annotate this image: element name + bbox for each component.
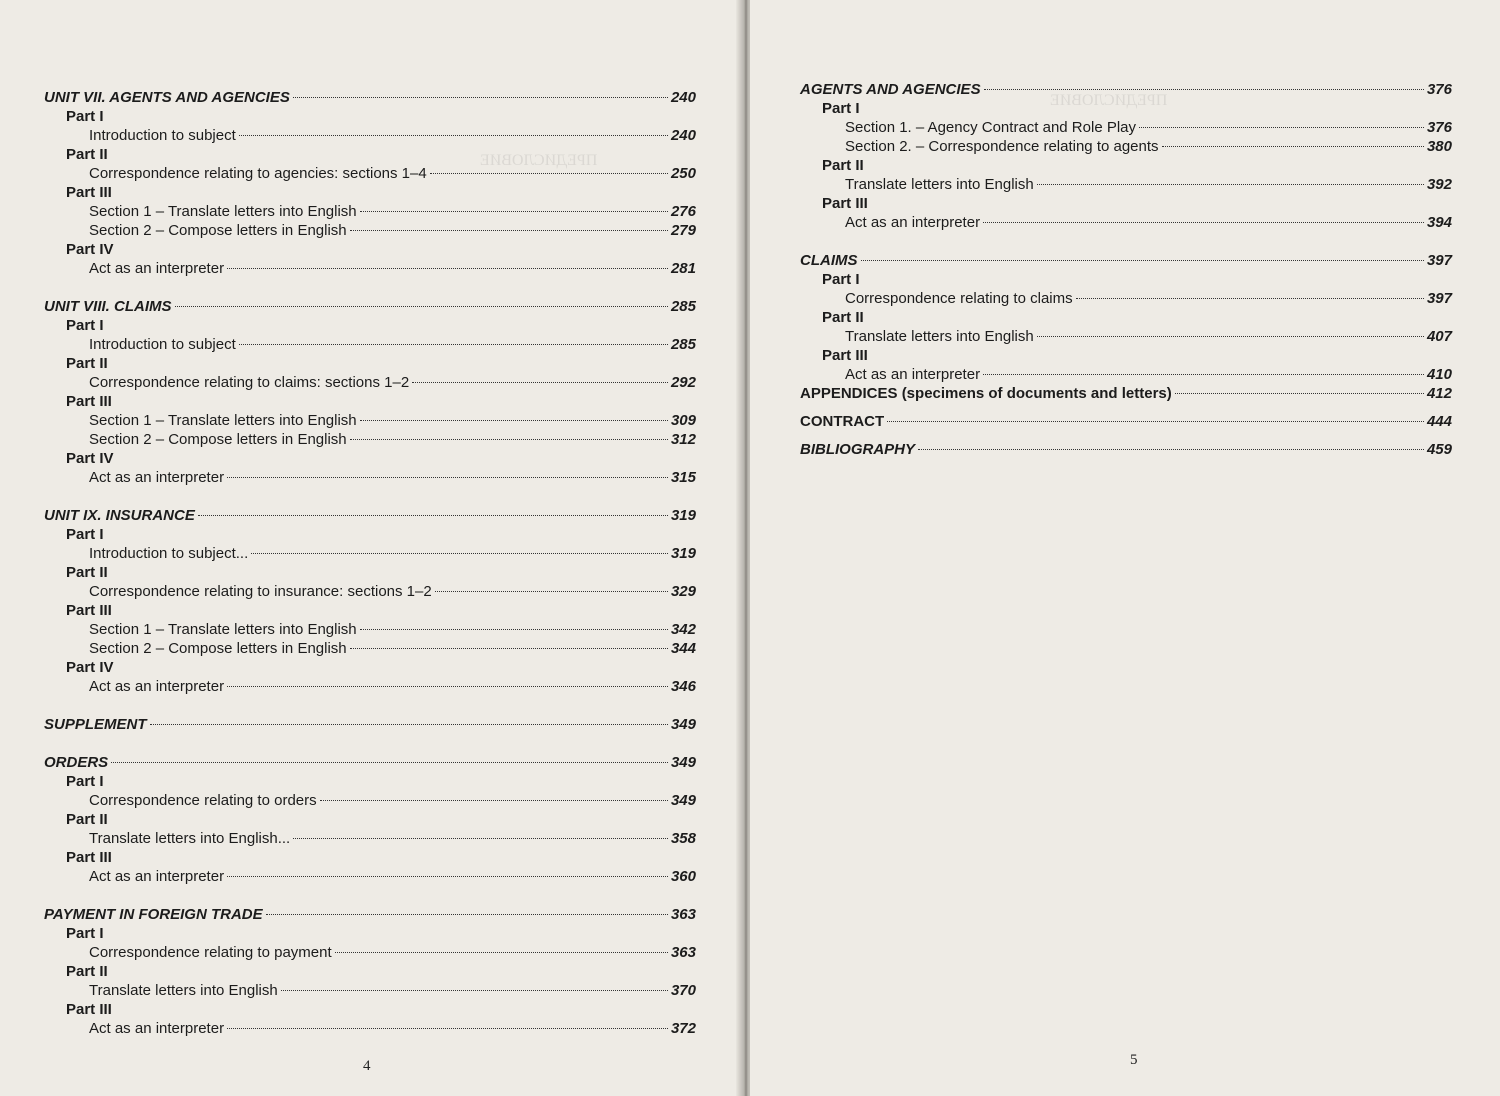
toc-unit-row [44, 297, 696, 316]
toc-entry-row [44, 544, 696, 563]
dot-leader [350, 648, 668, 649]
dot-leader [350, 230, 668, 231]
toc-part-title: Part I [66, 773, 104, 790]
dot-leader [887, 421, 1424, 422]
toc-unit-row [800, 440, 1452, 459]
dot-leader [360, 629, 668, 630]
toc-entry-row [44, 791, 696, 810]
dot-leader [435, 591, 668, 592]
dot-leader [1076, 298, 1424, 299]
toc-page-number: 276 [670, 203, 696, 220]
toc-part-row [44, 848, 696, 867]
dot-leader [239, 135, 668, 136]
dot-leader [412, 382, 668, 383]
toc-part-row [44, 810, 696, 829]
toc-entry-title: Correspondence relating to orders [89, 792, 317, 809]
toc-part-title: Part I [66, 925, 104, 942]
toc-page-number: 444 [1426, 413, 1452, 430]
toc-entry-row [800, 175, 1452, 194]
toc-page-number: 349 [670, 792, 696, 809]
toc-entry-row [800, 327, 1452, 346]
toc-part-title: Part I [66, 526, 104, 543]
toc-part-row [44, 145, 696, 164]
toc-entry-row [44, 1019, 696, 1038]
toc-spacer [44, 696, 696, 715]
toc-page-number: 346 [670, 678, 696, 695]
toc-entry-row [800, 365, 1452, 384]
toc-unit-title: CLAIMS [800, 252, 858, 269]
dot-leader [227, 876, 668, 877]
toc-entry-row [44, 164, 696, 183]
toc-page-number: 281 [670, 260, 696, 277]
dot-leader [1139, 127, 1424, 128]
toc-page-number: 397 [1426, 290, 1452, 307]
toc-entry-row [44, 221, 696, 240]
dot-leader [266, 914, 668, 915]
dot-leader [281, 990, 668, 991]
toc-plain-title: CONTRACT [800, 413, 885, 430]
toc-page-number: 250 [670, 165, 696, 182]
toc-unit-row [44, 506, 696, 525]
toc-unit-row [800, 80, 1452, 99]
toc-page-number: 279 [670, 222, 696, 239]
toc-plain-title: APPENDICES (specimens of documents and letters) [800, 385, 1172, 402]
toc-part-row [44, 772, 696, 791]
toc-part-title: Part I [822, 100, 860, 117]
toc-page-number: 319 [670, 545, 696, 562]
toc-unit-row [44, 905, 696, 924]
toc-entry-title: Translate letters into English... [89, 830, 291, 847]
toc-page-number: 292 [670, 374, 696, 391]
toc-part-title: Part II [822, 157, 864, 174]
toc-part-row [800, 346, 1452, 365]
page-number: 5 [1130, 1052, 1138, 1068]
toc-unit-title: AGENTS AND AGENCIES [800, 81, 981, 98]
right-page [750, 0, 1500, 1096]
toc-entry-row [800, 118, 1452, 137]
toc-entry-row [44, 620, 696, 639]
toc-part-title: Part III [66, 393, 112, 410]
toc-part-title: Part III [66, 184, 112, 201]
dot-leader [983, 222, 1424, 223]
toc-entry-title: Section 1 – Translate letters into English [89, 203, 357, 220]
toc-entry-row [44, 867, 696, 886]
toc-entry-title: Correspondence relating to claims: sections 1–2 [89, 374, 410, 391]
toc-part-row [44, 354, 696, 373]
toc-page-number: 285 [670, 298, 696, 315]
dot-leader [335, 952, 668, 953]
toc-entry-row [44, 677, 696, 696]
table-of-contents-left [44, 88, 696, 1038]
toc-part-row [800, 99, 1452, 118]
toc-part-row [44, 658, 696, 677]
left-page [0, 0, 742, 1096]
dot-leader [861, 260, 1424, 261]
toc-part-row [44, 316, 696, 335]
toc-page-number: 342 [670, 621, 696, 638]
toc-part-title: Part III [822, 347, 868, 364]
bleed-through-text: ПРЕДИСЛОВИЕ [480, 152, 598, 169]
dot-leader [293, 97, 668, 98]
toc-entry-title: Section 1 – Translate letters into English [89, 621, 357, 638]
dot-leader [1037, 336, 1424, 337]
toc-entry-row [44, 468, 696, 487]
toc-entry-row [800, 213, 1452, 232]
toc-entry-title: Introduction to subject... [89, 545, 249, 562]
toc-part-title: Part III [66, 1001, 112, 1018]
toc-entry-row [44, 430, 696, 449]
toc-entry-row [44, 943, 696, 962]
toc-part-title: Part IV [66, 241, 114, 258]
toc-part-title: Part IV [66, 659, 114, 676]
toc-page-number: 319 [670, 507, 696, 524]
toc-entry-title: Correspondence relating to payment [89, 944, 332, 961]
toc-entry-title: Section 1 – Translate letters into English [89, 412, 357, 429]
toc-part-title: Part II [66, 146, 108, 163]
toc-spacer [44, 734, 696, 753]
toc-page-number: 349 [670, 716, 696, 733]
dot-leader [984, 89, 1424, 90]
toc-page-number: 376 [1426, 119, 1452, 136]
toc-part-row [800, 194, 1452, 213]
dot-leader [1037, 184, 1424, 185]
toc-spacer [800, 232, 1452, 251]
toc-entry-row [44, 411, 696, 430]
toc-page-number: 312 [670, 431, 696, 448]
toc-part-title: Part IV [66, 450, 114, 467]
toc-page-number: 380 [1426, 138, 1452, 155]
toc-spacer [44, 886, 696, 905]
toc-page-number: 397 [1426, 252, 1452, 269]
toc-entry-row [44, 373, 696, 392]
toc-entry-title: Act as an interpreter [845, 366, 981, 383]
toc-entry-row [44, 582, 696, 601]
page-number: 4 [363, 1058, 371, 1074]
toc-entry-row [44, 829, 696, 848]
toc-entry-title: Act as an interpreter [89, 469, 225, 486]
toc-entry-title: Act as an interpreter [89, 260, 225, 277]
toc-part-title: Part III [66, 602, 112, 619]
dot-leader [320, 800, 668, 801]
toc-part-title: Part I [66, 108, 104, 125]
toc-unit-title: ORDERS [44, 754, 109, 771]
toc-plain-row [800, 384, 1452, 403]
toc-page-number: 372 [670, 1020, 696, 1037]
toc-spacer [800, 403, 1452, 412]
toc-part-title: Part II [822, 309, 864, 326]
toc-unit-row [44, 88, 696, 107]
dot-leader [175, 306, 668, 307]
dot-leader [1162, 146, 1424, 147]
toc-page-number: 407 [1426, 328, 1452, 345]
toc-part-title: Part II [66, 355, 108, 372]
toc-part-row [44, 449, 696, 468]
dot-leader [360, 420, 668, 421]
toc-unit-title: UNIT VIII. CLAIMS [44, 298, 172, 315]
toc-spacer [44, 487, 696, 506]
toc-page-number: 240 [670, 89, 696, 106]
toc-unit-title: UNIT IX. INSURANCE [44, 507, 195, 524]
dot-leader [983, 374, 1424, 375]
toc-unit-title: SUPPLEMENT [44, 716, 147, 733]
toc-part-row [44, 392, 696, 411]
dot-leader [251, 553, 668, 554]
toc-page-number: 285 [670, 336, 696, 353]
toc-entry-row [800, 289, 1452, 308]
dot-leader [227, 686, 668, 687]
toc-page-number: 309 [670, 412, 696, 429]
table-of-contents-right [800, 80, 1452, 459]
toc-page-number: 394 [1426, 214, 1452, 231]
toc-unit-row [44, 753, 696, 772]
toc-entry-title: Introduction to subject [89, 336, 236, 353]
toc-page-number: 344 [670, 640, 696, 657]
toc-part-row [44, 924, 696, 943]
toc-entry-title: Section 2 – Compose letters in English [89, 640, 347, 657]
toc-entry-title: Translate letters into English [845, 328, 1034, 345]
dot-leader [918, 449, 1424, 450]
toc-part-row [44, 107, 696, 126]
toc-plain-row [800, 412, 1452, 431]
bleed-through-text: ПРЕДИСЛОВИЕ [1050, 92, 1168, 109]
toc-entry-row [800, 137, 1452, 156]
toc-page-number: 370 [670, 982, 696, 999]
toc-part-title: Part I [822, 271, 860, 288]
toc-entry-title: Section 2. – Correspondence relating to agents [845, 138, 1159, 155]
toc-spacer [800, 431, 1452, 440]
toc-unit-title: BIBLIOGRAPHY [800, 441, 916, 458]
toc-entry-title: Introduction to subject [89, 127, 236, 144]
toc-spacer [44, 278, 696, 297]
toc-part-row [44, 962, 696, 981]
toc-page-number: 349 [670, 754, 696, 771]
toc-page-number: 412 [1426, 385, 1452, 402]
dot-leader [1175, 393, 1424, 394]
dot-leader [198, 515, 668, 516]
toc-part-title: Part II [66, 811, 108, 828]
dot-leader [293, 838, 668, 839]
toc-entry-row [44, 639, 696, 658]
dot-leader [239, 344, 668, 345]
toc-part-row [44, 601, 696, 620]
toc-unit-row [800, 251, 1452, 270]
toc-part-row [44, 1000, 696, 1019]
toc-unit-row [44, 715, 696, 734]
toc-page-number: 315 [670, 469, 696, 486]
toc-part-title: Part III [822, 195, 868, 212]
toc-entry-row [44, 259, 696, 278]
dot-leader [227, 268, 668, 269]
toc-entry-title: Act as an interpreter [89, 1020, 225, 1037]
toc-entry-title: Section 2 – Compose letters in English [89, 431, 347, 448]
toc-unit-title: PAYMENT IN FOREIGN TRADE [44, 906, 263, 923]
toc-part-title: Part III [66, 849, 112, 866]
toc-part-row [44, 563, 696, 582]
toc-entry-title: Act as an interpreter [89, 678, 225, 695]
toc-page-number: 358 [670, 830, 696, 847]
toc-page-number: 363 [670, 906, 696, 923]
toc-entry-row [44, 981, 696, 1000]
toc-part-row [44, 240, 696, 259]
toc-entry-title: Act as an interpreter [89, 868, 225, 885]
toc-entry-row [44, 202, 696, 221]
toc-entry-title: Act as an interpreter [845, 214, 981, 231]
toc-part-row [44, 183, 696, 202]
toc-part-row [800, 308, 1452, 327]
dot-leader [227, 477, 668, 478]
toc-entry-title: Section 1. – Agency Contract and Role Play [845, 119, 1137, 136]
toc-part-title: Part I [66, 317, 104, 334]
toc-entry-title: Section 2 – Compose letters in English [89, 222, 347, 239]
toc-entry-title: Correspondence relating to claims [845, 290, 1073, 307]
toc-entry-title: Translate letters into English [89, 982, 278, 999]
toc-part-row [800, 270, 1452, 289]
toc-entry-title: Correspondence relating to insurance: sections 1–2 [89, 583, 432, 600]
dot-leader [150, 724, 668, 725]
toc-part-title: Part II [66, 564, 108, 581]
toc-page-number: 363 [670, 944, 696, 961]
toc-page-number: 392 [1426, 176, 1452, 193]
toc-page-number: 329 [670, 583, 696, 600]
toc-part-row [44, 525, 696, 544]
toc-part-row [800, 156, 1452, 175]
dot-leader [111, 762, 668, 763]
toc-entry-title: Correspondence relating to agencies: sections 1–4 [89, 165, 427, 182]
toc-entry-row [44, 335, 696, 354]
toc-page-number: 360 [670, 868, 696, 885]
toc-page-number: 240 [670, 127, 696, 144]
dot-leader [350, 439, 668, 440]
dot-leader [430, 173, 668, 174]
dot-leader [227, 1028, 668, 1029]
toc-entry-row [44, 126, 696, 145]
toc-page-number: 410 [1426, 366, 1452, 383]
dot-leader [360, 211, 668, 212]
toc-part-title: Part II [66, 963, 108, 980]
toc-page-number: 376 [1426, 81, 1452, 98]
toc-unit-title: UNIT VII. AGENTS AND AGENCIES [44, 89, 290, 106]
toc-page-number: 459 [1426, 441, 1452, 458]
toc-entry-title: Translate letters into English [845, 176, 1034, 193]
